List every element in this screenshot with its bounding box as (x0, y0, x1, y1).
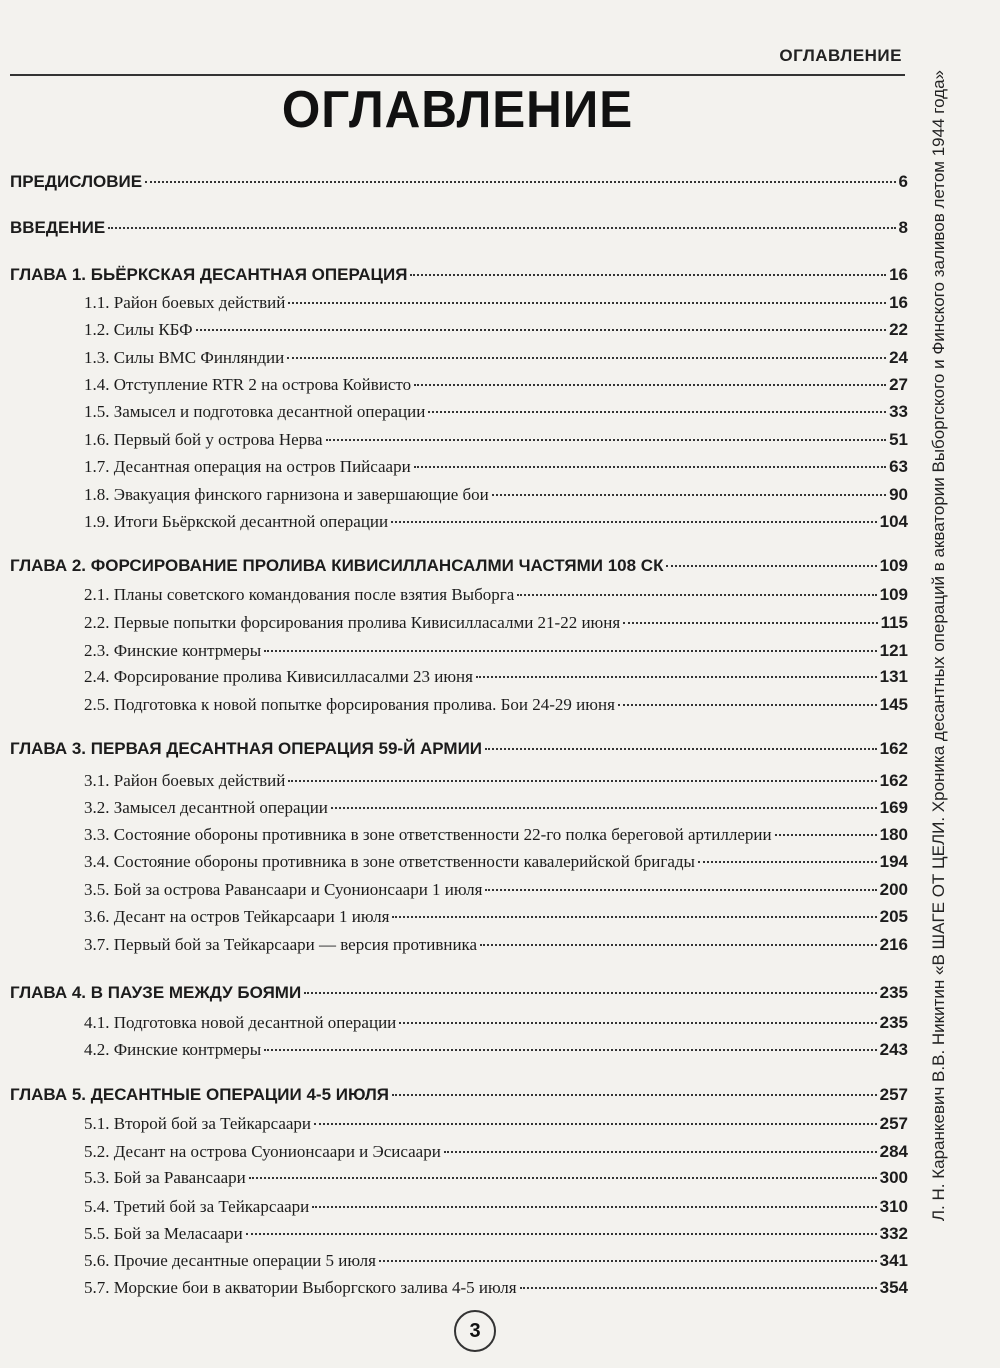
toc-entry-page: 121 (879, 641, 908, 660)
toc-entry-label: 1.2. Силы КБФ (84, 320, 193, 339)
toc-entry-page: 27 (889, 375, 908, 394)
toc-entry-page: 257 (879, 1114, 908, 1133)
toc-entry-page: 104 (879, 512, 908, 531)
toc-section-entry (84, 695, 908, 721)
toc-section-entry (84, 852, 908, 878)
toc-entry-page: 162 (879, 739, 908, 758)
dot-leader (410, 274, 886, 276)
dot-leader (414, 384, 886, 386)
toc-entry-page: 33 (889, 402, 908, 421)
toc-entry-label: ВВЕДЕНИЕ (10, 218, 106, 237)
toc-entry-page: 51 (889, 430, 908, 449)
toc-section-entry (84, 485, 908, 511)
dot-leader (108, 227, 895, 229)
toc-entry-label: 3.2. Замысел десантной операции (84, 798, 328, 817)
dot-leader (517, 594, 876, 596)
toc-entry-label: 5.1. Второй бой за Тейкарсаари (84, 1114, 312, 1133)
toc-entry-page: 16 (889, 293, 908, 312)
toc-entry-page: 332 (879, 1224, 908, 1243)
toc-entry-label: ГЛАВА 1. БЬЁРКСКАЯ ДЕСАНТНАЯ ОПЕРАЦИЯ (10, 265, 408, 284)
dot-leader (444, 1151, 877, 1153)
toc-section-entry (84, 402, 908, 428)
toc-entry-page: 16 (889, 265, 908, 284)
toc-entry-page: 180 (879, 825, 908, 844)
toc-entry-label: 3.4. Состояние обороны противника в зоне ответственности кавалерийской бригады (84, 852, 695, 871)
dot-leader (145, 181, 895, 183)
toc-entry-label: 5.7. Морские бои в акватории Выборгского залива 4-5 июля (84, 1278, 517, 1297)
toc-entry-page: 194 (879, 852, 908, 871)
toc-entry-label: ГЛАВА 4. В ПАУЗЕ МЕЖДУ БОЯМИ (10, 983, 302, 1002)
toc-entry-label: 2.5. Подготовка к новой попытке форсирования пролива. Бои 24-29 июня (84, 695, 615, 714)
toc-section-entry (84, 585, 908, 611)
toc-entry-page: 22 (889, 320, 908, 339)
toc-entry-page: 235 (879, 983, 908, 1002)
toc-chapter-entry (10, 556, 908, 582)
page-number: 3 (454, 1310, 496, 1352)
dot-leader (314, 1123, 877, 1125)
toc-entry-label: 1.4. Отступление RTR 2 на острова Койвисто (84, 375, 412, 394)
dot-leader (485, 748, 877, 750)
toc-entry-page: 6 (898, 172, 908, 191)
toc-section-entry (84, 771, 908, 797)
toc-section-entry (84, 1168, 908, 1194)
dot-leader (379, 1260, 877, 1262)
dot-leader (618, 704, 877, 706)
dot-leader (480, 944, 877, 946)
toc-section-entry (84, 1142, 908, 1168)
toc-section-entry (84, 512, 908, 538)
toc-entry-page: 8 (898, 218, 908, 237)
dot-leader (304, 992, 876, 994)
toc-section-entry (84, 825, 908, 851)
toc-chapter-entry (10, 983, 908, 1009)
toc-entry-page: 257 (879, 1085, 908, 1104)
toc-entry-page: 115 (880, 613, 908, 632)
dot-leader (392, 1094, 877, 1096)
toc-entry-page: 243 (879, 1040, 908, 1059)
toc-section-entry (84, 457, 908, 483)
dot-leader (698, 861, 877, 863)
toc-section-entry (84, 613, 908, 639)
toc-entry-label: 4.2. Финские контрмеры (84, 1040, 262, 1059)
toc-entry-label: 2.4. Форсирование пролива Кивисилласалми 23 июня (84, 667, 473, 686)
toc-entry-label: ГЛАВА 5. ДЕСАНТНЫЕ ОПЕРАЦИИ 4-5 ИЮЛЯ (10, 1085, 389, 1104)
toc-entry-page: 200 (879, 880, 908, 899)
toc-entry-label: 3.6. Десант на остров Тейкарсаари 1 июля (84, 907, 390, 926)
toc-entry-label: 1.1. Район боевых действий (84, 293, 286, 312)
toc-entry-page: 63 (889, 457, 908, 476)
toc-entry-label: 3.3. Состояние обороны противника в зоне ответственности 22-го полка береговой артиллерии (84, 825, 772, 844)
toc-section-entry (84, 1251, 908, 1277)
dot-leader (287, 357, 886, 359)
dot-leader (326, 439, 887, 441)
toc-entry-label: 2.3. Финские контрмеры (84, 641, 262, 660)
dot-leader (485, 889, 876, 891)
toc-entry-page: 310 (879, 1197, 908, 1216)
toc-entry-label: 5.5. Бой за Меласаари (84, 1224, 243, 1243)
toc-section-entry (84, 907, 908, 933)
toc-section-entry (84, 1040, 908, 1066)
toc-entry-page: 300 (879, 1168, 908, 1187)
toc-chapter-entry (10, 218, 908, 244)
dot-leader (520, 1287, 877, 1289)
toc-entry-page: 145 (879, 695, 908, 714)
dot-leader (392, 916, 876, 918)
dot-leader (288, 780, 876, 782)
toc-entry-label: 2.2. Первые попытки форсирования пролива Кивисилласалми 21-22 июня (84, 613, 621, 632)
toc-section-entry (84, 430, 908, 456)
toc-chapter-entry (10, 172, 908, 198)
dot-leader (196, 329, 886, 331)
dot-leader (399, 1022, 876, 1024)
toc-entry-label: ГЛАВА 3. ПЕРВАЯ ДЕСАНТНАЯ ОПЕРАЦИЯ 59-Й АРМИИ (10, 739, 483, 758)
toc-entry-page: 109 (879, 585, 908, 604)
toc-section-entry (84, 1114, 908, 1140)
toc-entry-label: 1.5. Замысел и подготовка десантной операции (84, 402, 426, 421)
toc-entry-page: 284 (879, 1142, 908, 1161)
page-title: ОГЛАВЛЕНИЕ (281, 81, 634, 139)
toc-section-entry (84, 667, 908, 693)
dot-leader (666, 565, 876, 567)
toc-section-entry (84, 1278, 908, 1304)
book-credit-vertical: Л. Н. Каранкевич В.В. Никитин «В ШАГЕ ОТ ЦЕЛИ. Хроника десантных операций в акватории Выборгского и Финского заливов летом 1944 года» (929, 70, 948, 1222)
toc-entry-label: 3.7. Первый бой за Тейкарсаари — версия противника (84, 935, 478, 954)
toc-entry-page: 354 (879, 1278, 908, 1297)
toc-chapter-entry (10, 739, 908, 765)
toc-entry-page: 131 (879, 667, 908, 686)
toc-section-entry (84, 1197, 908, 1223)
dot-leader (623, 622, 877, 624)
toc-entry-label: 2.1. Планы советского командования после взятия Выборга (84, 585, 515, 604)
toc-entry-page: 235 (879, 1013, 908, 1032)
toc-entry-label: 1.7. Десантная операция на остров Пийсаари (84, 457, 411, 476)
toc-entry-page: 162 (879, 771, 908, 790)
dot-leader (391, 521, 877, 523)
toc-section-entry (84, 1224, 908, 1250)
toc-section-entry (84, 935, 908, 961)
dot-leader (428, 411, 886, 413)
toc-section-entry (84, 320, 908, 346)
toc-entry-page: 169 (879, 798, 908, 817)
toc-entry-page: 24 (889, 348, 908, 367)
dot-leader (288, 302, 886, 304)
toc-entry-label: 1.3. Силы ВМС Финляндии (84, 348, 285, 367)
toc-entry-label: 1.9. Итоги Бьёркской десантной операции (84, 512, 389, 531)
dot-leader (775, 834, 877, 836)
toc-entry-label: ГЛАВА 2. ФОРСИРОВАНИЕ ПРОЛИВА КИВИСИЛЛАНСАЛМИ ЧАСТЯМИ 108 СК (10, 556, 664, 575)
toc-entry-page: 341 (879, 1251, 908, 1270)
toc-entry-label: 4.1. Подготовка новой десантной операции (84, 1013, 397, 1032)
toc-section-entry (84, 880, 908, 906)
toc-entry-label: 5.4. Третий бой за Тейкарсаари (84, 1197, 310, 1216)
toc-section-entry (84, 641, 908, 667)
toc-section-entry (84, 348, 908, 374)
dot-leader (249, 1177, 877, 1179)
toc-section-entry (84, 293, 908, 319)
toc-entry-page: 205 (879, 907, 908, 926)
toc-entry-label: 5.3. Бой за Равансаари (84, 1168, 246, 1187)
dot-leader (331, 807, 877, 809)
dot-leader (264, 650, 876, 652)
toc-entry-page: 216 (879, 935, 908, 954)
toc-entry-label: 1.8. Эвакуация финского гарнизона и завершающие бои (84, 485, 489, 504)
dot-leader (264, 1049, 876, 1051)
toc-entry-page: 109 (879, 556, 908, 575)
dot-leader (476, 676, 877, 678)
dot-leader (414, 466, 886, 468)
toc-chapter-entry (10, 265, 908, 291)
dot-leader (492, 494, 886, 496)
dot-leader (246, 1233, 877, 1235)
toc-section-entry (84, 375, 908, 401)
toc-chapter-entry (10, 1085, 908, 1111)
toc-entry-label: 3.1. Район боевых действий (84, 771, 286, 790)
toc-entry-label: ПРЕДИСЛОВИЕ (10, 172, 143, 191)
toc-section-entry (84, 798, 908, 824)
toc-entry-label: 5.2. Десант на острова Суонионсаари и Эсисаари (84, 1142, 441, 1161)
dot-leader (312, 1206, 876, 1208)
toc-section-entry (84, 1013, 908, 1039)
toc-entry-page: 90 (889, 485, 908, 504)
toc-entry-label: 1.6. Первый бой у острова Нерва (84, 430, 323, 449)
toc-entry-label: 5.6. Прочие десантные операции 5 июля (84, 1251, 376, 1270)
running-head: ОГЛАВЛЕНИЕ (779, 46, 902, 65)
toc-entry-label: 3.5. Бой за острова Равансаари и Суонионсаари 1 июля (84, 880, 483, 899)
